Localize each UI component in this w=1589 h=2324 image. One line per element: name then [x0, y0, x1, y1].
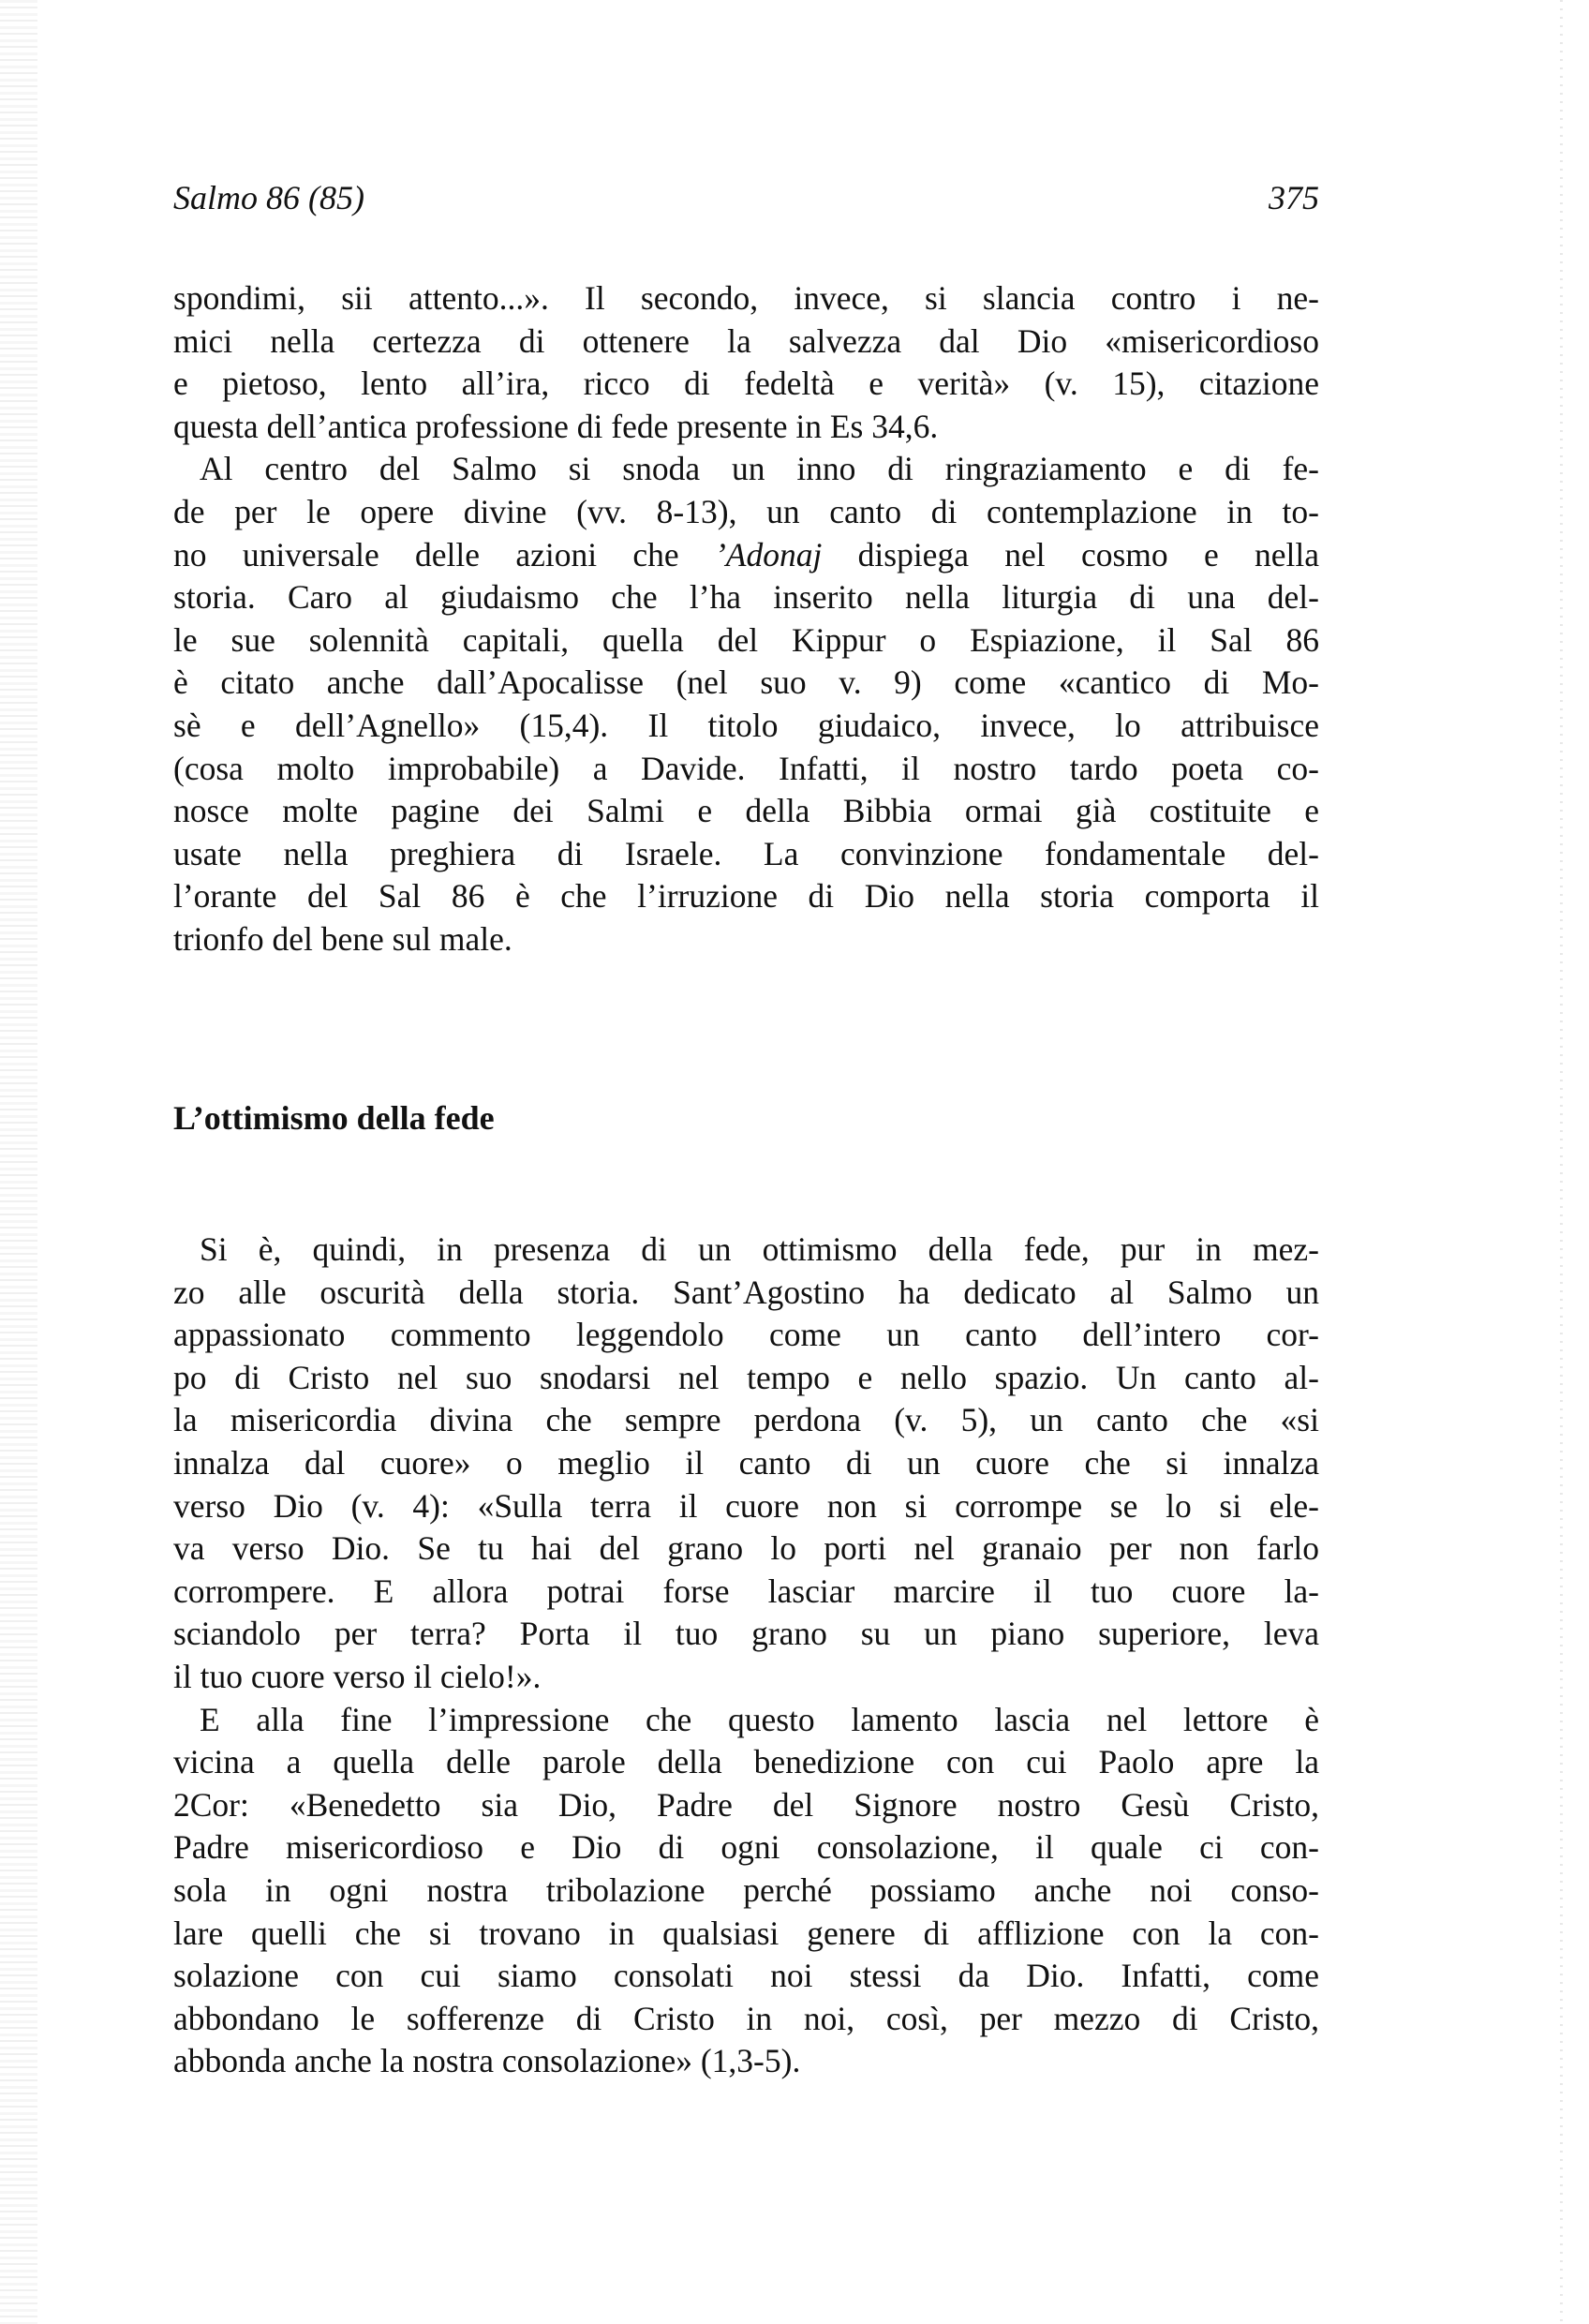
text-line: sciandolo per terra? Porta il tuo grano su un piano superiore, leva: [173, 1615, 1319, 1653]
text-line: appassionato commento leggendolo come un canto dell’intero cor-: [173, 1316, 1319, 1354]
section-1-body: [173, 277, 1319, 961]
page-number: 375: [1269, 179, 1319, 216]
text-line: questa dell’antica professione di fede presente in Es 34,6.: [173, 407, 939, 445]
text-line: trionfo del bene sul male.: [173, 919, 512, 958]
section-2-body: [173, 1229, 1319, 2083]
text-line: sola in ogni nostra tribolazione perché possiamo anche noi conso-: [173, 1870, 1319, 1909]
section-heading: L’ottimismo della fede: [173, 1099, 495, 1137]
text-line: è citato anche dall’Apocalisse (nel suo v. 9) come «cantico di Mo-: [173, 663, 1319, 702]
paragraph-first-line: E alla fine l’impressione che questo lamento lascia nel lettore è: [200, 1700, 1319, 1738]
text-line: usate nella preghiera di Israele. La convinzione fondamentale del-: [173, 834, 1319, 872]
text-line: e pietoso, lento all’ira, ricco di fedeltà e verità» (v. 15), citazione: [173, 365, 1319, 403]
text-line: storia. Caro al giudaismo che l’ha inserito nella liturgia di una del-: [173, 578, 1319, 617]
text-line: nosce molte pagine dei Salmi e della Bibbia ormai già costituite e: [173, 792, 1319, 830]
running-header: [173, 178, 1319, 225]
text-line: (cosa molto improbabile) a Davide. Infatti, il nostro tardo poeta co-: [173, 749, 1319, 787]
paragraph-first-line: Si è, quindi, in presenza di un ottimismo della fede, pur in mez-: [200, 1230, 1319, 1268]
text-line: de per le opere divine (vv. 8-13), un canto di contemplazione in to-: [173, 492, 1319, 530]
text-line: il tuo cuore verso il cielo!».: [173, 1657, 542, 1695]
text-line: spondimi, sii attento...». Il secondo, invece, si slancia contro i ne-: [173, 279, 1319, 317]
text-line: mici nella certezza di ottenere la salvezza dal Dio «misericordioso: [173, 321, 1319, 360]
text-line: sè e dell’Agnello» (15,4). Il titolo giudaico, invece, lo attribuisce: [173, 706, 1319, 744]
text-line: zo alle oscurità della storia. Sant’Agostino ha dedicato al Salmo un: [173, 1273, 1319, 1311]
text-line: lare quelli che si trovano in qualsiasi genere di afflizione con la con-: [173, 1914, 1319, 1952]
text-line: verso Dio (v. 4): «Sulla terra il cuore non si corrompe se lo si ele-: [173, 1486, 1319, 1525]
italic-term-adonaj: ’Adonaj: [714, 535, 823, 574]
text-segment: dispiega nel cosmo e nella: [822, 535, 1319, 574]
text-line: innalza dal cuore» o meglio il canto di un cuore che si innalza: [173, 1443, 1319, 1482]
text-line: va verso Dio. Se tu hai del grano lo porti nel granaio per non farlo: [173, 1529, 1319, 1568]
running-title: Salmo 86 (85): [173, 179, 364, 216]
paragraph-first-line: Al centro del Salmo si snoda un inno di ringraziamento e di fe-: [200, 450, 1319, 488]
text-line: corrompere. E allora potrai forse lasciar marcire il tuo cuore la-: [173, 1572, 1319, 1610]
text-line: abbonda anche la nostra consolazione» (1,3-5).: [173, 2042, 801, 2080]
text-segment: no universale delle azioni che: [173, 535, 715, 574]
text-line: solazione con cui siamo consolati noi stessi da Dio. Infatti, come: [173, 1957, 1319, 1995]
text-line: Padre misericordioso e Dio di ogni consolazione, il quale ci con-: [173, 1828, 1319, 1867]
text-line: 2Cor: «Benedetto sia Dio, Padre del Signore nostro Gesù Cristo,: [173, 1785, 1319, 1824]
text-line: le sue solennità capitali, quella del Kippur o Espiazione, il Sal 86: [173, 620, 1319, 659]
scan-edge-left: [0, 0, 37, 2324]
text-line: abbondano le sofferenze di Cristo in noi, così, per mezzo di Cristo,: [173, 1999, 1319, 2037]
text-line: [173, 534, 1319, 577]
text-line: l’orante del Sal 86 è che l’irruzione di Dio nella storia comporta il: [173, 877, 1319, 916]
scan-edge-right: [1560, 0, 1563, 2324]
text-line: la misericordia divina che sempre perdona (v. 5), un canto che «si: [173, 1401, 1319, 1439]
text-line: po di Cristo nel suo snodarsi nel tempo e nello spazio. Un canto al-: [173, 1358, 1319, 1396]
text-line: vicina a quella delle parole della benedizione con cui Paolo apre la: [173, 1743, 1319, 1781]
